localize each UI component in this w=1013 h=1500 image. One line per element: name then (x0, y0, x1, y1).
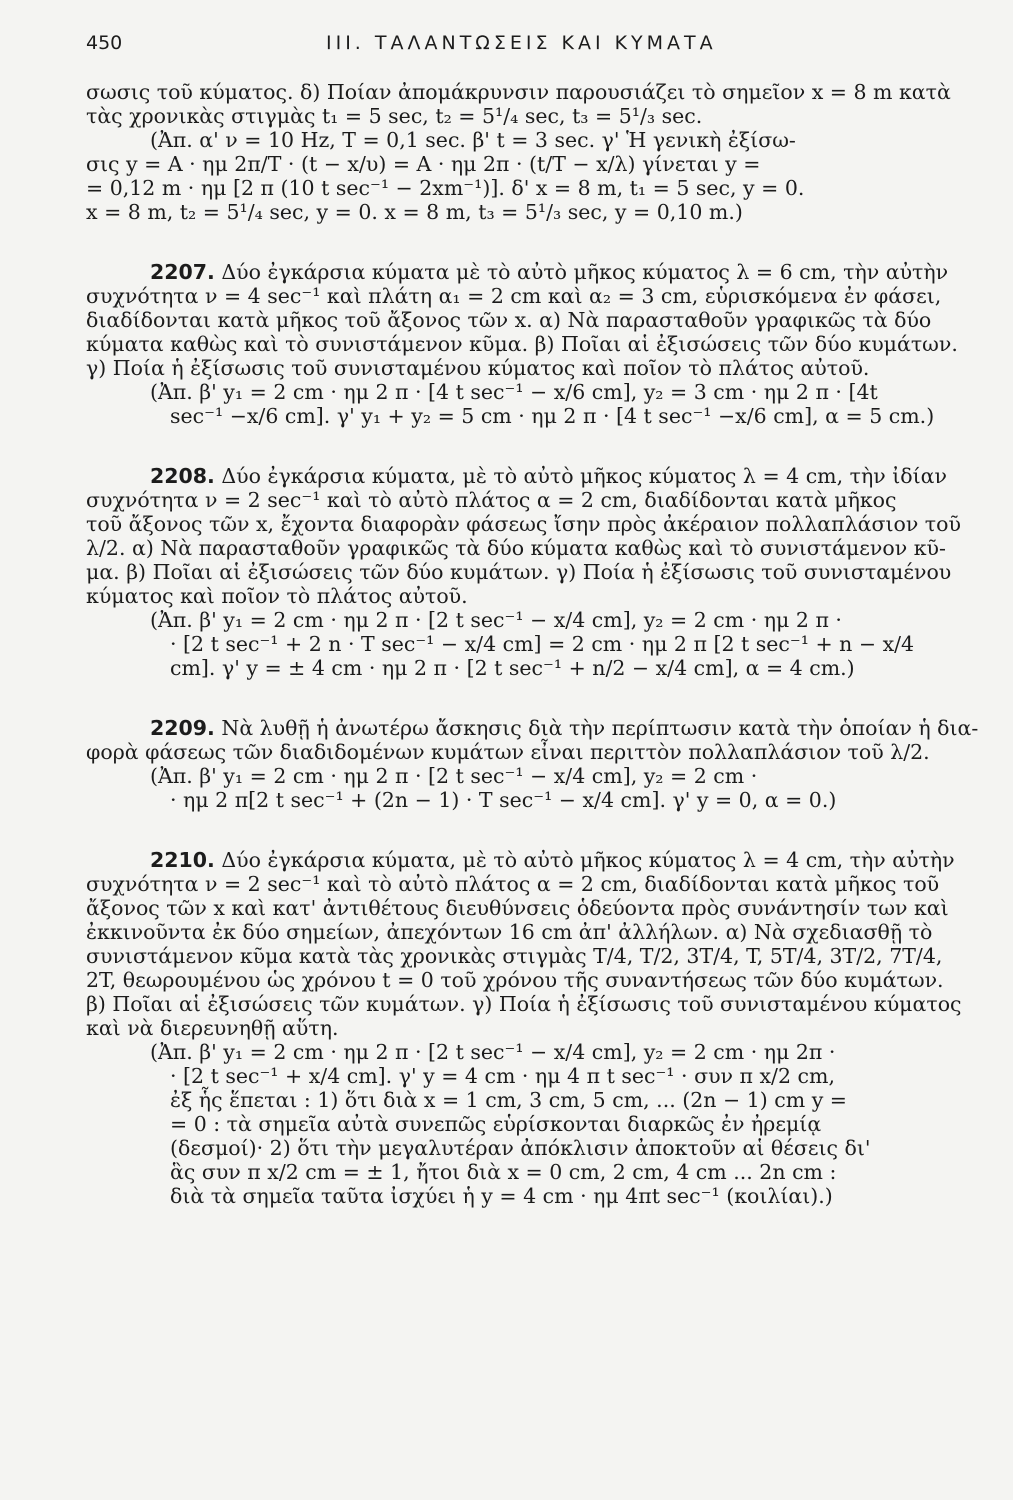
answer-line: ἃς συν π x/2 cm = ± 1, ἤτοι διὰ x = 0 cm, 2 cm, 4 cm ... 2n cm : (170, 1160, 837, 1184)
text-line: μα. β) Ποῖαι αἱ ἐξισώσεις τῶν δύο κυμάτων. γ) Ποία ἡ ἐξίσωσις τοῦ συνισταμένου (86, 560, 952, 584)
problem-2207 (86, 260, 991, 428)
text-line: συχνότητα ν = 4 sec⁻¹ καὶ πλάτη α₁ = 2 cm καὶ α₂ = 3 cm, εὑρισκόμενα ἐν φάσει, (86, 284, 942, 308)
text-line: 2T, θεωρουμένου ὡς χρόνου t = 0 τοῦ χρόνου τῆς συναντήσεως τῶν δύο κυμάτων. (86, 968, 944, 992)
page-header (86, 30, 956, 58)
problem-number: 2210. (150, 848, 215, 872)
text-line: β) Ποῖαι αἱ ἐξισώσεις τῶν κυμάτων. γ) Ποία ἡ ἐξίσωσις τοῦ συνισταμένου κύματος (86, 992, 962, 1016)
running-title: ΙΙΙ. ΤΑΛΑΝΤΩΣΕΙΣ ΚΑΙ ΚΥΜΑΤΑ (326, 32, 717, 54)
problem-first-line: Δύο ἐγκάρσια κύματα, μὲ τὸ αὐτὸ μῆκος κύματος λ = 4 cm, τὴν ἰδίαν (221, 464, 947, 488)
answer-line: σις y = A · ημ 2π/T · (t − x/υ) = A · ημ 2π · (t/T − x/λ) γίνεται y = (86, 152, 761, 176)
problem-2209 (86, 716, 991, 812)
text-line: σωσις τοῦ κύματος. δ) Ποίαν ἀπομάκρυνσιν παρουσιάζει τὸ σημεῖον x = 8 m κατὰ (86, 80, 951, 104)
problem-number: 2207. (150, 260, 215, 284)
answer-line: ἐξ ἧς ἕπεται : 1) ὅτι διὰ x = 1 cm, 3 cm, 5 cm, ... (2n − 1) cm y = (170, 1088, 847, 1112)
problem-2210 (86, 848, 991, 1208)
text-line: γ) Ποία ἡ ἐξίσωσις τοῦ συνισταμένου κύματος καὶ ποῖον τὸ πλάτος αὐτοῦ. (86, 356, 870, 380)
answer-line: διὰ τὰ σημεῖα ταῦτα ἰσχύει ἡ y = 4 cm · ημ 4πt sec⁻¹ (κοιλίαι).) (170, 1184, 833, 1208)
problem-2208 (86, 464, 991, 680)
answer-line: · [2 t sec⁻¹ + 2 n · T sec⁻¹ − x/4 cm] = 2 cm · ημ 2 π [2 t sec⁻¹ + n − x/4 (170, 632, 915, 656)
text-line: καὶ νὰ διερευνηθῇ αὕτη. (86, 1016, 339, 1040)
text-line: φορὰ φάσεως τῶν διαδιδομένων κυμάτων εἶναι περιττὸν πολλαπλάσιον τοῦ λ/2. (86, 740, 930, 764)
answer-line: cm]. γ' y = ± 4 cm · ημ 2 π · [2 t sec⁻¹ + n/2 − x/4 cm], α = 4 cm.) (170, 656, 855, 680)
answer-line: x = 8 m, t₂ = 5¹/₄ sec, y = 0. x = 8 m, t₃ = 5¹/₃ sec, y = 0,10 m.) (86, 200, 743, 224)
text-line: κύματα καθὼς καὶ τὸ συνιστάμενον κῦμα. β) Ποῖαι αἱ ἐξισώσεις τῶν δύο κυμάτων. (86, 332, 958, 356)
answer-line: (Ἀπ. β' y₁ = 2 cm · ημ 2 π · [4 t sec⁻¹ − x/6 cm], y₂ = 3 cm · ημ 2 π · [4t (150, 380, 878, 404)
problem-number: 2209. (150, 716, 215, 740)
page-body (86, 80, 991, 1208)
answer-line: (δεσμοί)· 2) ὅτι τὴν μεγαλυτέραν ἀπόκλισιν ἀποκτοῦν αἱ θέσεις δι' (170, 1136, 871, 1160)
problem-first-line: Δύο ἐγκάρσια κύματα, μὲ τὸ αὐτὸ μῆκος κύματος λ = 4 cm, τὴν αὐτὴν (221, 848, 955, 872)
text-line: τὰς χρονικὰς στιγμὰς t₁ = 5 sec, t₂ = 5¹/₄ sec, t₃ = 5¹/₃ sec. (86, 104, 703, 128)
problem-number: 2208. (150, 464, 215, 488)
answer-line: (Ἀπ. β' y₁ = 2 cm · ημ 2 π · [2 t sec⁻¹ − x/4 cm], y₂ = 2 cm · ημ 2 π · (150, 608, 842, 632)
text-line: συνιστάμενον κῦμα κατὰ τὰς χρονικὰς στιγμὰς T/4, T/2, 3T/4, T, 5T/4, 3T/2, 7T/4, (86, 944, 943, 968)
page-number: 450 (86, 32, 123, 54)
text-line: συχνότητα ν = 2 sec⁻¹ καὶ τὸ αὐτὸ πλάτος α = 2 cm, διαδίδονται κατὰ μῆκος τοῦ (86, 872, 940, 896)
answer-line: · [2 t sec⁻¹ + x/4 cm]. γ' y = 4 cm · ημ 4 π t sec⁻¹ · συν π x/2 cm, (170, 1064, 835, 1088)
answer-line: · ημ 2 π[2 t sec⁻¹ + (2n − 1) · T sec⁻¹ − x/4 cm]. γ' y = 0, α = 0.) (170, 788, 837, 812)
text-line: συχνότητα ν = 2 sec⁻¹ καὶ τὸ αὐτὸ πλάτος α = 2 cm, διαδίδονται κατὰ μῆκος (86, 488, 897, 512)
problem-first-line: Δύο ἐγκάρσια κύματα μὲ τὸ αὐτὸ μῆκος κύματος λ = 6 cm, τὴν αὐτὴν (221, 260, 949, 284)
answer-line: (Ἀπ. α' ν = 10 Hz, T = 0,1 sec. β' t = 3 sec. γ' Ἡ γενικὴ ἐξίσω- (150, 128, 796, 152)
text-line: ἄξονος τῶν x καὶ κατ' ἀντιθέτους διευθύνσεις ὁδεύοντα πρὸς συνάντησίν των καὶ (86, 896, 949, 920)
answer-line: = 0 : τὰ σημεῖα αὐτὰ συνεπῶς εὑρίσκονται διαρκῶς ἐν ἠρεμίᾳ (170, 1112, 822, 1136)
problem-first-line: Νὰ λυθῇ ἡ ἀνωτέρω ἄσκησις διὰ τὴν περίπτωσιν κατὰ τὴν ὁποίαν ἡ δια- (221, 716, 979, 740)
text-line: τοῦ ἄξονος τῶν x, ἔχοντα διαφορὰν φάσεως ἴσην πρὸς ἀκέραιον πολλαπλάσιον τοῦ (86, 512, 961, 536)
text-line: διαδίδονται κατὰ μῆκος τοῦ ἄξονος τῶν x. α) Νὰ παρασταθοῦν γραφικῶς τὰ δύο (86, 308, 932, 332)
answer-line: = 0,12 m · ημ [2 π (10 t sec⁻¹ − 2xm⁻¹)]. δ' x = 8 m, t₁ = 5 sec, y = 0. (86, 176, 805, 200)
answer-line: (Ἀπ. β' y₁ = 2 cm · ημ 2 π · [2 t sec⁻¹ − x/4 cm], y₂ = 2 cm · ημ 2π · (150, 1040, 836, 1064)
text-line: ἐκκινοῦντα ἐκ δύο σημείων, ἀπεχόντων 16 cm ἀπ' ἀλλήλων. α) Νὰ σχεδιασθῇ τὸ (86, 920, 933, 944)
answer-line: (Ἀπ. β' y₁ = 2 cm · ημ 2 π · [2 t sec⁻¹ − x/4 cm], y₂ = 2 cm · (150, 764, 758, 788)
text-line: κύματος καὶ ποῖον τὸ πλάτος αὐτοῦ. (86, 584, 468, 608)
text-line: λ/2. α) Νὰ παρασταθοῦν γραφικῶς τὰ δύο κύματα καθὼς καὶ τὸ συνιστάμενον κῦ- (86, 536, 946, 560)
answer-line: sec⁻¹ −x/6 cm]. γ' y₁ + y₂ = 5 cm · ημ 2 π · [4 t sec⁻¹ −x/6 cm], α = 5 cm.) (170, 404, 935, 428)
